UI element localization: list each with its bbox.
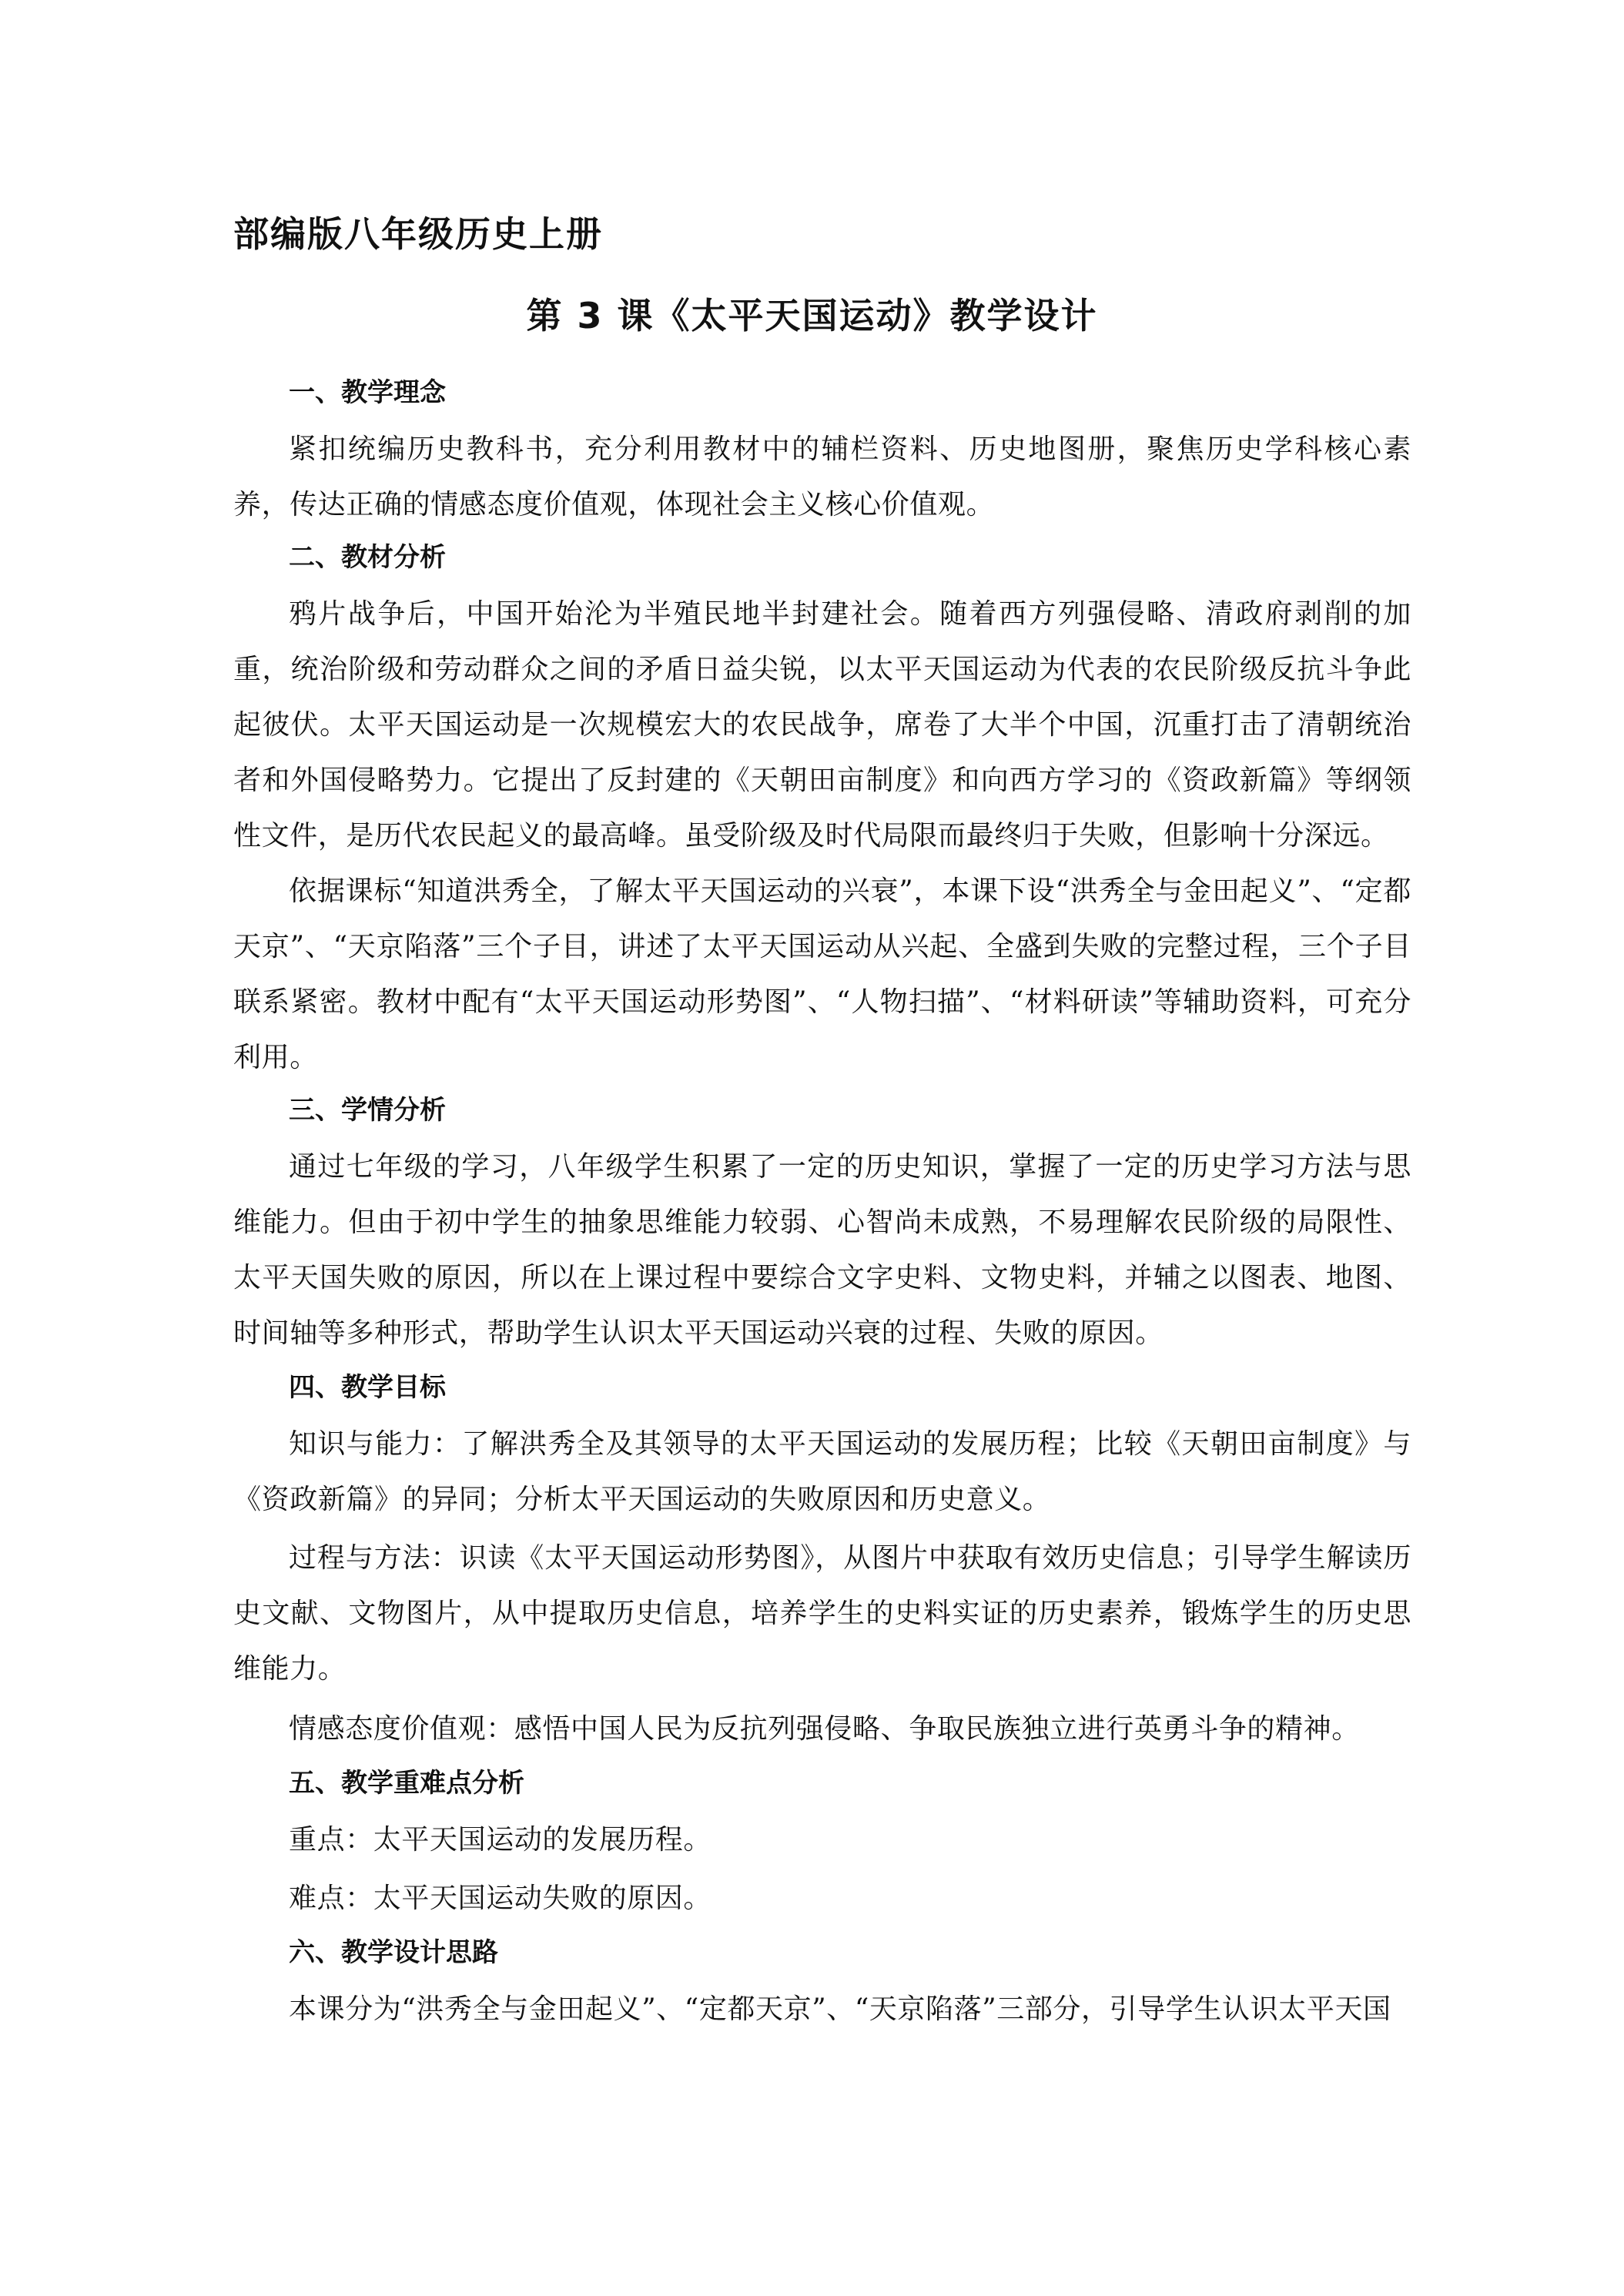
section-heading-key-difficult-points: 五、教学重难点分析 — [289, 1768, 524, 1799]
document-title: 部编版八年级历史上册 — [233, 213, 603, 255]
paragraph-objective-values: 情感态度价值观：感悟中国人民为反抗列强侵略、争取民族独立进行英勇斗争的精神。 — [289, 1713, 1360, 1745]
paragraph-objective-knowledge: 知识与能力：了解洪秀全及其领导的太平天国运动的发展历程；比较《天朝田亩制度》与《资政新篇》的异同；分析太平天国运动的失败原因和历史意义。 — [233, 1428, 1411, 1515]
section-heading-teaching-philosophy: 一、教学理念 — [289, 377, 446, 408]
paragraph-objective-process: 过程与方法：识读《太平天国运动形势图》，从图片中获取有效历史信息；引导学生解读历史文献、文物图片，从中提取历史信息，培养学生的史料实证的历史素养，锻炼学生的历史思维能力。 — [233, 1542, 1411, 1685]
paragraph-textbook-analysis-2: 依据课标“知道洪秀全，了解太平天国运动的兴衰”，本课下设“洪秀全与金田起义”、“定都天京”、“天京陷落”三个子目，讲述了太平天国运动从兴起、全盛到失败的完整过程，三个子目联系紧密。教材中配有“太平天国运动形势图”、“人物扫描”、“材料研读”等辅助资料，可充分利用。 — [233, 875, 1411, 1073]
paragraph-teaching-philosophy: 紧扣统编历史教科书，充分利用教材中的辅栏资料、历史地图册，聚焦历史学科核心素养，传达正确的情感态度价值观，体现社会主义核心价值观。 — [233, 433, 1411, 520]
section-heading-design-approach: 六、教学设计思路 — [289, 1937, 498, 1968]
paragraph-student-analysis: 通过七年级的学习，八年级学生积累了一定的历史知识，掌握了一定的历史学习方法与思维能力。但由于初中学生的抽象思维能力较弱、心智尚未成熟，不易理解农民阶级的局限性、太平天国失败的原因，所以在上课过程中要综合文字史料、文物史料，并辅之以图表、地图、时间轴等多种形式，帮助学生认识太平天国运动兴衰的过程、失败的原因。 — [233, 1151, 1411, 1349]
paragraph-key-point: 重点：太平天国运动的发展历程。 — [289, 1824, 712, 1856]
paragraph-design-approach: 本课分为“洪秀全与金田起义”、“定都天京”、“天京陷落”三部分，引导学生认识太平天国 — [289, 1993, 1391, 2025]
paragraph-textbook-analysis-1: 鸦片战争后，中国开始沦为半殖民地半封建社会。随着西方列强侵略、清政府剥削的加重，统治阶级和劳动群众之间的矛盾日益尖锐，以太平天国运动为代表的农民阶级反抗斗争此起彼伏。太平天国运动是一次规模宏大的农民战争，席卷了大半个中国，沉重打击了清朝统治者和外国侵略势力。它提出了反封建的《天朝田亩制度》和向西方学习的《资政新篇》等纲领性文件，是历代农民起义的最高峰。虽受阶级及时代局限而最终归于失败，但影响十分深远。 — [233, 598, 1411, 852]
section-heading-student-analysis: 三、学情分析 — [289, 1095, 446, 1126]
paragraph-difficult-point: 难点：太平天国运动失败的原因。 — [289, 1883, 712, 1914]
section-heading-textbook-analysis: 二、教材分析 — [289, 542, 446, 573]
section-heading-teaching-objectives: 四、教学目标 — [289, 1372, 446, 1403]
lesson-title: 第 3 课《太平天国运动》教学设计 — [526, 295, 1098, 336]
